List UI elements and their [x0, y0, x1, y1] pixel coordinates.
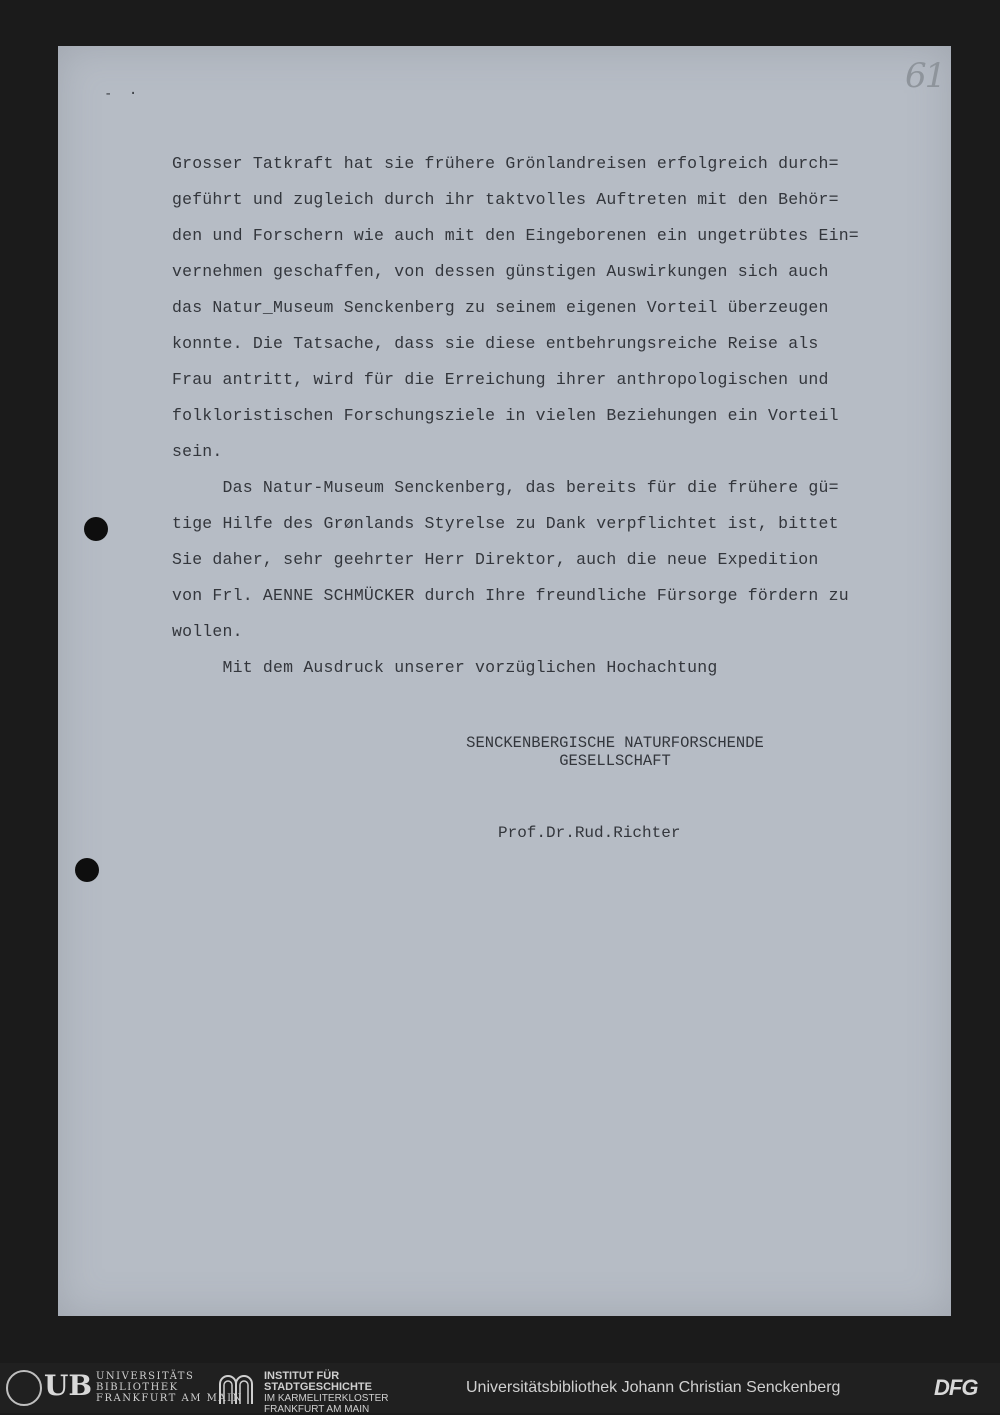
letter-line: konnte. Die Tatsache, dass sie diese entbehrungsreiche Reise als	[172, 334, 819, 353]
signature-org-line: SENCKENBERGISCHE NATURFORSCHENDE	[466, 734, 764, 752]
signature-organization	[430, 734, 800, 770]
letter-line: Das Natur-Museum Senckenberg, das bereits für die frühere gü=	[172, 478, 839, 497]
isg-line: IM KARMELITERKLOSTER	[264, 1393, 389, 1404]
letter-body	[172, 146, 972, 686]
letter-line: vernehmen geschaffen, von dessen günstigen Auswirkungen sich auch	[172, 262, 829, 281]
letter-line: sein.	[172, 442, 223, 461]
ub-logo-mark: UB	[44, 1369, 93, 1402]
ub-line: BIBLIOTHEK	[96, 1382, 179, 1393]
library-name: Universitätsbibliothek Johann Christian Senckenberg	[466, 1379, 841, 1396]
letter-line: das Natur_Museum Senckenberg zu seinem eigenen Vorteil überzeugen	[172, 298, 829, 317]
letter-line: den und Forschern wie auch mit den Eingeborenen ein ungetrübtes Ein=	[172, 226, 859, 245]
punch-hole-upper	[84, 517, 108, 541]
dfg-logo: DFG	[934, 1375, 978, 1400]
letter-line: geführt und zugleich durch ihr taktvolles Auftreten mit den Behör=	[172, 190, 839, 209]
page-number: 61	[905, 56, 945, 96]
top-mark: - ·	[104, 86, 142, 102]
punch-hole-lower	[75, 858, 99, 882]
letter-line: wollen.	[172, 622, 243, 641]
isg-line: STADTGESCHICHTE	[264, 1381, 372, 1393]
isg-line: FRANKFURT AM MAIN	[264, 1404, 370, 1415]
letter-line: Grosser Tatkraft hat sie frühere Grönlandreisen erfolgreich durch=	[172, 154, 839, 173]
footer-bar	[0, 1363, 1000, 1413]
letter-line: von Frl. AENNE SCHMÜCKER durch Ihre freundliche Fürsorge fördern zu	[172, 586, 849, 605]
ub-line: FRANKFURT AM MAIN	[96, 1393, 243, 1404]
letter-line: Sie daher, sehr geehrter Herr Direktor, auch die neue Expedition	[172, 550, 819, 569]
letter-line: folkloristischen Forschungsziele in vielen Beziehungen ein Vorteil	[172, 406, 839, 425]
ub-seal-icon	[6, 1370, 42, 1406]
letter-line: Frau antritt, wird für die Erreichung ihrer anthropologischen und	[172, 370, 829, 389]
letter-line: Mit dem Ausdruck unserer vorzüglichen Hochachtung	[172, 658, 718, 677]
ub-line: UNIVERSITÄTS	[96, 1371, 195, 1382]
letter-line: tige Hilfe des Grønlands Styrelse zu Dank verpflichtet ist, bittet	[172, 514, 839, 533]
isg-line: INSTITUT FÜR	[264, 1370, 340, 1382]
isg-logo-text	[264, 1371, 388, 1415]
isg-arches-icon	[216, 1370, 256, 1406]
signature-name: Prof.Dr.Rud.Richter	[498, 824, 681, 842]
signature-org-line: GESELLSCHAFT	[559, 752, 671, 770]
